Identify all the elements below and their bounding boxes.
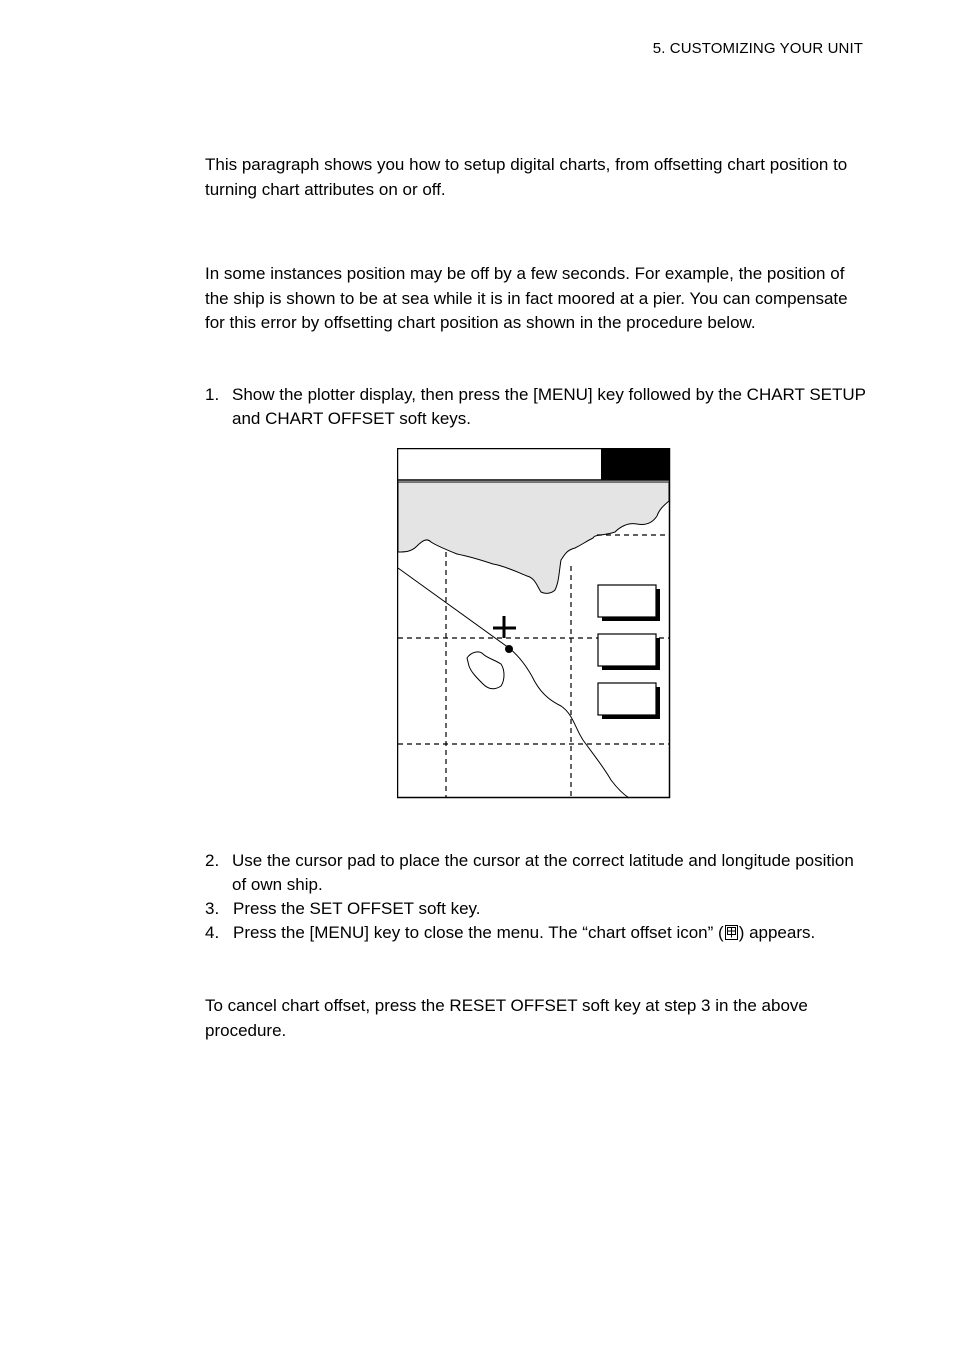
plotter-display-figure [397, 448, 671, 799]
step-text: Use the cursor pad to place the cursor at the correct latitude and longitude position of own ship. [232, 851, 854, 894]
step-number: 2. [205, 851, 220, 870]
step-4 [205, 921, 870, 945]
step-text: Press the SET OFFSET soft key. [233, 899, 481, 918]
plotter-display-illustration [397, 448, 671, 799]
step-number: 4. [205, 923, 220, 942]
step-number: 3. [205, 899, 220, 918]
step-number: 1. [205, 385, 220, 404]
own-ship-icon [505, 645, 513, 653]
step-text: Show the plotter display, then press the [MENU] key followed by the CHART SETUP and CHART OFFSET soft keys. [232, 385, 866, 428]
step-2 [205, 849, 870, 897]
offset-intro-paragraph: In some instances position may be off by a few seconds. For example, the position of the ship is shown to be at sea while it is in fact moored at a pier. You can compensate for this error by offsetting chart position as shown in the procedure below. [205, 264, 848, 332]
step-text [233, 921, 870, 945]
section-header: 5. CUSTOMIZING YOUR UNIT [652, 40, 863, 57]
step-1 [205, 383, 870, 431]
chart-offset-icon [725, 923, 738, 938]
intro-paragraph: This paragraph shows you how to setup digital charts, from offsetting chart position to turning chart attributes on or off. [205, 155, 848, 199]
cancel-note: To cancel chart offset, press the RESET OFFSET soft key at step 3 in the above procedure. [205, 996, 808, 1040]
step-text-after: ) appears. [738, 923, 816, 942]
menu-tab-block [601, 449, 669, 480]
soft-keys [598, 585, 660, 719]
step-text-before: Press the [MENU] key to close the menu. The “chart offset icon” ( [233, 923, 724, 942]
step-3 [205, 897, 870, 921]
